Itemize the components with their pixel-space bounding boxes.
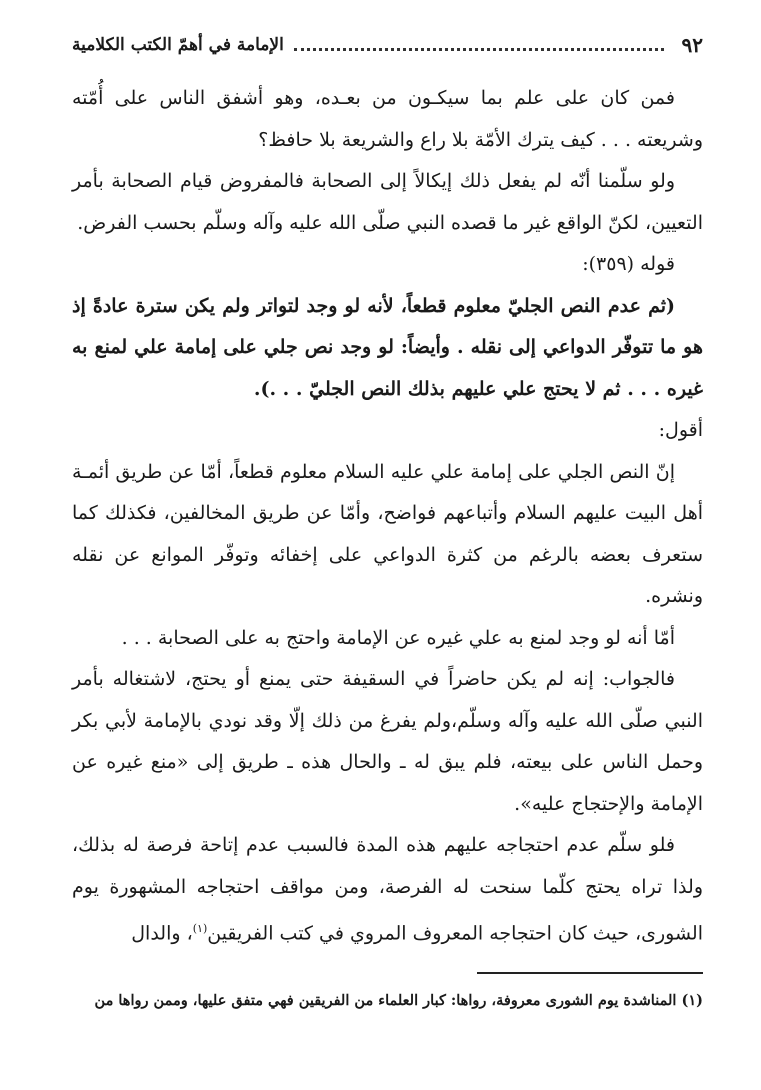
paragraph-with-footnote	[72, 825, 703, 955]
paragraph: فالجواب: إنه لم يكن حاضراً في السقيفة حتى يمنع أو يحتج، لاشتغاله بأمر النبي صلّى الله عليه وآله وسلّم،ولم يفرغ من ذلك إلّا وقد نودي بالإمامة لأبي بكر وحمل الناس على بيعته، فلم يبق له ـ والحال هذه ـ طريق إلى «منع غيره عن الإمامة والإحتجاج عليه».	[72, 668, 703, 815]
book-page	[72, 0, 703, 1090]
page-body	[72, 78, 703, 955]
paragraph: قوله (٣٥٩):	[582, 253, 675, 275]
page-number: ٩٢	[681, 33, 703, 57]
running-header	[72, 30, 703, 60]
footnote: (١) المناشدة يوم الشورى معروفة، رواها: كبار العلماء من الفريقين فهي متفق عليها، وممن رواها من	[94, 992, 703, 1009]
paragraph: أقول:	[658, 419, 703, 441]
quoted-passage: (ثم عدم النص الجليّ معلوم قطعاً، لأنه لو وجد لتواتر ولم يكن سترة عادةً إذ هو ما تتوفّر الدواعي إلى نقله . وأيضاً: لو وجد نص جلي على إمامة علي لمنع به غيره . . . ثم لا يحتج علي عليهم بذلك النص الجليّ . . .).	[72, 294, 703, 400]
paragraph-text-after-mark: ، والدال	[131, 922, 193, 945]
footnote-divider	[477, 972, 703, 974]
footnote-marker: (١)	[192, 922, 208, 935]
paragraph: أمّا أنه لو وجد لمنع به علي غيره عن الإمامة واحتج به على الصحابة . . .	[121, 626, 675, 649]
paragraph-text-before-mark: فلو سلّم عدم احتجاجه عليهم هذه المدة فالسبب عدم إتاحة فرصة له بذلك، ولذا تراه يحتج كلّما سنحت له الفرصة، ومن مواقف احتجاجه المشهورة يوم الشورى، حيث كان احتجاجه المعروف المروي في كتب الفريقين	[72, 834, 703, 945]
running-title: الإمامة في أهمّ الكتب الكلامية	[72, 35, 284, 55]
paragraph: فمن كان على علم بما سيكـون من بعـده، وهو أشفق الناس على أُمّته وشريعته . . . كيف يترك الأمّة بلا راع والشريعة بلا حافظ؟	[72, 87, 703, 151]
paragraph: ولو سلّمنا أنّه لم يفعل ذلك إيكالاً إلى الصحابة فالمفروض قيام الصحابة بأمر التعيين، لكنّ الواقع غير ما قصده النبي صلّى الله عليه وآله وسلّم بحسب الفرض.	[72, 170, 703, 234]
header-dot-leader	[294, 48, 664, 51]
paragraph: إنّ النص الجلي على إمامة علي عليه السلام معلوم قطعاً، أمّا عن طريق أئمـة أهل البيت عليهم السلام وأتباعهم فواضح، وأمّا عن طريق المخالفين، فكذلك كما ستعرف بعضه بالرغم من كثرة الدواعي على إخفائه وتوفّر الموانع عن نقله ونشره.	[72, 460, 703, 607]
